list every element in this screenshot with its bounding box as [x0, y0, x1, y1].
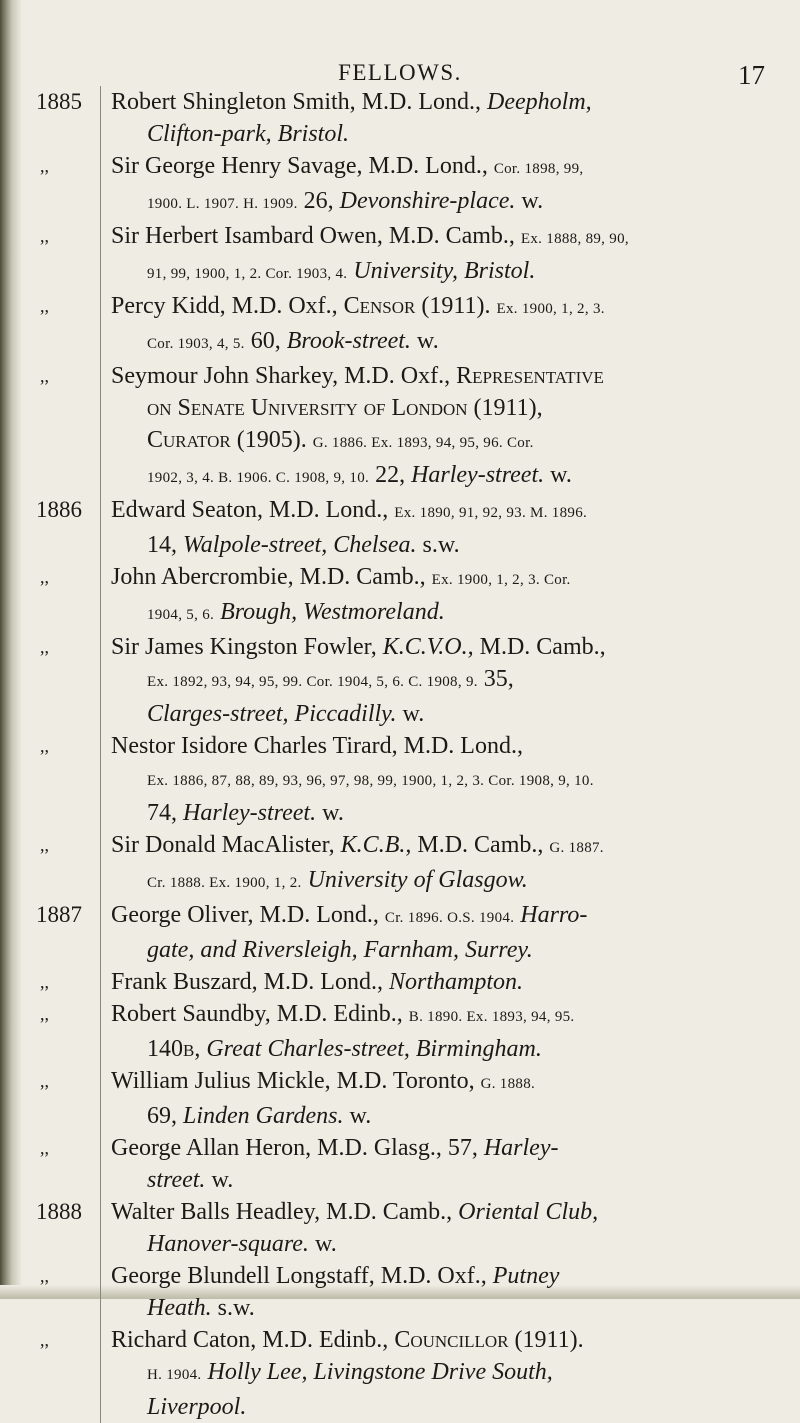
year-ditto: ,, — [40, 1330, 49, 1350]
fellow-offices: G. 1886. Ex. 1893, 94, 95, 96. Cor. — [312, 435, 534, 451]
running-header: FELLOWS. — [338, 60, 462, 85]
postal-district: w. — [322, 800, 344, 826]
fellow-name: Frank Buszard, M.D. Lond., — [111, 969, 389, 995]
list-item — [28, 899, 788, 966]
page-binding-shadow — [0, 0, 22, 1299]
year-ditto: ,, — [40, 296, 49, 316]
fellow-address: Brook-street. — [286, 328, 411, 354]
fellow-name: Richard Caton, M.D. Edinb., — [111, 1327, 395, 1353]
fellow-degree: M.D. Camb., — [473, 634, 606, 660]
fellow-role-year: (1911). — [508, 1327, 584, 1353]
fellow-name: George Blundell Longstaff, M.D. Oxf., — [111, 1263, 493, 1289]
address-number: 22, — [375, 462, 406, 488]
postal-district: s.w. — [422, 532, 460, 558]
fellow-address: Linden Gardens. — [183, 1103, 344, 1129]
list-item — [28, 829, 788, 899]
year-label: 1885 — [36, 89, 82, 114]
fellow-offices: Ex. 1900, 1, 2, 3. — [496, 301, 605, 317]
fellow-role: Censor — [343, 293, 416, 319]
fellow-name: Sir James Kingston Fowler, — [111, 634, 383, 660]
fellow-address: Liverpool. — [147, 1394, 247, 1420]
year-ditto: ,, — [40, 1138, 49, 1158]
fellow-offices: G. 1887. — [549, 840, 604, 856]
fellow-entry — [100, 561, 788, 631]
fellow-entry — [100, 1065, 788, 1132]
list-item — [28, 220, 788, 290]
list-item — [28, 966, 788, 998]
address-number: 60, — [250, 328, 281, 354]
address-number: 74, — [147, 800, 177, 826]
fellow-offices: 1900. L. 1907. H. 1909. — [147, 196, 298, 212]
fellow-address: Oriental Club, — [458, 1199, 599, 1225]
page-number: 17 — [738, 60, 765, 90]
fellow-offices: Cr. 1896. O.S. 1904. — [384, 910, 515, 926]
year-ditto: ,, — [40, 567, 49, 587]
address-number: 140 — [147, 1036, 183, 1062]
fellow-address: Walpole-street, Chelsea. — [183, 532, 417, 558]
fellow-role: Curator — [147, 427, 231, 453]
fellow-name: William Julius Mickle, M.D. Toronto, — [111, 1068, 481, 1094]
fellow-role: Representative — [456, 363, 604, 389]
postal-district: w. — [521, 188, 544, 214]
fellow-honours: K.C.V.O., — [382, 634, 474, 660]
fellow-address: Harley- — [483, 1135, 559, 1161]
fellow-entry — [100, 966, 788, 998]
year-ditto: ,, — [40, 1266, 49, 1286]
postal-district: w. — [550, 462, 572, 488]
year-label: 1888 — [36, 1199, 82, 1224]
fellow-entry — [100, 290, 788, 360]
list-item — [28, 1260, 788, 1324]
fellow-address: gate, and Riversleigh, Farnham, Surrey. — [147, 937, 533, 963]
list-item — [28, 730, 788, 829]
fellow-offices: 1904, 5, 6. — [147, 607, 215, 623]
fellow-entry — [100, 1132, 788, 1196]
fellow-address: Heath. — [147, 1295, 212, 1321]
fellow-address: Clarges-street, Piccadilly. — [147, 701, 397, 727]
fellow-entry — [100, 86, 788, 150]
fellow-address: Clifton-park, Bristol. — [147, 121, 350, 147]
list-item — [28, 1324, 788, 1423]
year-ditto: ,, — [40, 156, 49, 176]
list-item — [28, 290, 788, 360]
fellow-address: Brough, Westmoreland. — [220, 599, 445, 625]
year-label: 1886 — [36, 497, 82, 522]
year-label: 1887 — [36, 902, 82, 927]
fellow-address: Putney — [492, 1263, 560, 1289]
fellow-entry — [100, 1324, 788, 1423]
list-item — [28, 561, 788, 631]
fellow-name: George Allan Heron, M.D. Glasg., 57, — [111, 1135, 484, 1161]
fellow-address: Holly Lee, Livingstone Drive South, — [207, 1359, 553, 1385]
postal-district: w. — [416, 328, 439, 354]
fellow-role: on Senate University of London — [147, 395, 468, 421]
year-ditto: ,, — [40, 835, 49, 855]
postal-district: w. — [211, 1167, 234, 1193]
fellow-offices: Ex. 1900, 1, 2, 3. Cor. — [431, 572, 571, 588]
fellow-role-year: (1905). — [230, 427, 313, 453]
fellow-address: Devonshire-place. — [339, 188, 516, 214]
fellow-offices: B. 1890. Ex. 1893, 94, 95. — [408, 1009, 575, 1025]
fellow-entry — [100, 998, 788, 1065]
fellow-offices: Cor. 1898, 99, — [493, 161, 584, 177]
fellow-address: Hanover-square. — [147, 1231, 309, 1257]
fellow-name: George Oliver, M.D. Lond., — [111, 902, 385, 928]
fellow-offices: 91, 99, 1900, 1, 2. Cor. 1903, 4. — [147, 266, 348, 282]
fellow-role-year: (1911). — [415, 293, 497, 319]
address-number: 35, — [483, 666, 514, 692]
fellow-name: Seymour John Sharkey, M.D. Oxf., — [111, 363, 457, 389]
fellows-list — [28, 86, 788, 1423]
year-ditto: ,, — [40, 736, 49, 756]
fellow-entry — [100, 220, 788, 290]
fellow-address: University, Bristol. — [353, 258, 536, 284]
address-number: 26, — [303, 188, 334, 214]
fellow-address: Deepholm, — [487, 89, 592, 115]
fellow-role-year: (1911), — [467, 395, 543, 421]
fellow-role: Councillor — [394, 1327, 509, 1353]
fellow-name: Percy Kidd, M.D. Oxf., — [111, 293, 344, 319]
fellow-offices: Ex. 1888, 89, 90, — [520, 231, 629, 247]
fellow-entry — [100, 829, 788, 899]
fellow-name: Sir George Henry Savage, M.D. Lond., — [111, 153, 494, 179]
fellow-offices: Ex. 1890, 91, 92, 93. M. 1896. — [394, 505, 588, 521]
fellow-entry — [100, 730, 788, 829]
fellow-offices: Cr. 1888. Ex. 1900, 1, 2. — [147, 875, 302, 891]
list-item — [28, 631, 788, 730]
list-item — [28, 1132, 788, 1196]
list-item — [28, 1196, 788, 1260]
fellow-address: University of Glasgow. — [307, 867, 528, 893]
fellow-name: Robert Shingleton Smith, M.D. Lond., — [111, 89, 488, 115]
year-ditto: ,, — [40, 637, 49, 657]
fellow-name: Sir Herbert Isambard Owen, M.D. Camb., — [111, 223, 521, 249]
address-number: 69, — [147, 1103, 177, 1129]
address-suffix: b, — [183, 1036, 201, 1062]
list-item — [28, 360, 788, 494]
fellow-name: Walter Balls Headley, M.D. Camb., — [111, 1199, 459, 1225]
fellow-address: Harley-street. — [411, 462, 545, 488]
list-item — [28, 998, 788, 1065]
fellow-entry — [100, 494, 788, 561]
fellow-name: John Abercrombie, M.D. Camb., — [111, 564, 432, 590]
postal-district: w. — [402, 701, 425, 727]
year-ditto: ,, — [40, 366, 49, 386]
fellow-name: Sir Donald MacAlister, — [111, 832, 341, 858]
year-ditto: ,, — [40, 1071, 49, 1091]
year-ditto: ,, — [40, 1004, 49, 1024]
fellow-address: Harley-street. — [183, 800, 317, 826]
list-item — [28, 494, 788, 561]
fellow-entry — [100, 1196, 788, 1260]
fellow-name: Nestor Isidore Charles Tirard, M.D. Lond., — [111, 733, 523, 759]
fellow-entry — [100, 631, 788, 730]
postal-district: s.w. — [217, 1295, 255, 1321]
fellow-offices: 1902, 3, 4. B. 1906. C. 1908, 9, 10. — [147, 470, 370, 486]
list-item — [28, 150, 788, 220]
fellow-offices: H. 1904. — [147, 1367, 202, 1383]
fellow-entry — [100, 150, 788, 220]
fellow-offices: Ex. 1892, 93, 94, 95, 99. Cor. 1904, 5, 6. C. 1908, 9. — [147, 674, 478, 690]
address-number: 14, — [147, 532, 177, 558]
list-item — [28, 86, 788, 150]
fellow-offices: G. 1888. — [480, 1076, 536, 1092]
year-ditto: ,, — [40, 226, 49, 246]
list-item — [28, 1065, 788, 1132]
fellow-offices: Ex. 1886, 87, 88, 89, 93, 96, 97, 98, 99, 1900, 1, 2, 3. Cor. 1908, 9, 10. — [147, 773, 594, 789]
fellow-name: Edward Seaton, M.D. Lond., — [111, 497, 395, 523]
fellow-degree: M.D. Camb., — [411, 832, 550, 858]
year-ditto: ,, — [40, 972, 49, 992]
fellow-address: Northampton. — [388, 969, 523, 995]
postal-district: w. — [314, 1231, 337, 1257]
fellow-entry — [100, 1260, 788, 1324]
postal-district: w. — [349, 1103, 372, 1129]
fellow-honours: K.C.B., — [340, 832, 412, 858]
fellow-address: Great Charles-street, Birmingham. — [206, 1036, 542, 1062]
fellow-address: street. — [147, 1167, 206, 1193]
fellow-entry — [100, 360, 788, 494]
fellow-entry — [100, 899, 788, 966]
fellow-name: Robert Saundby, M.D. Edinb., — [111, 1001, 409, 1027]
fellow-address: Harro- — [520, 902, 588, 928]
fellow-offices: Cor. 1903, 4, 5. — [147, 336, 245, 352]
